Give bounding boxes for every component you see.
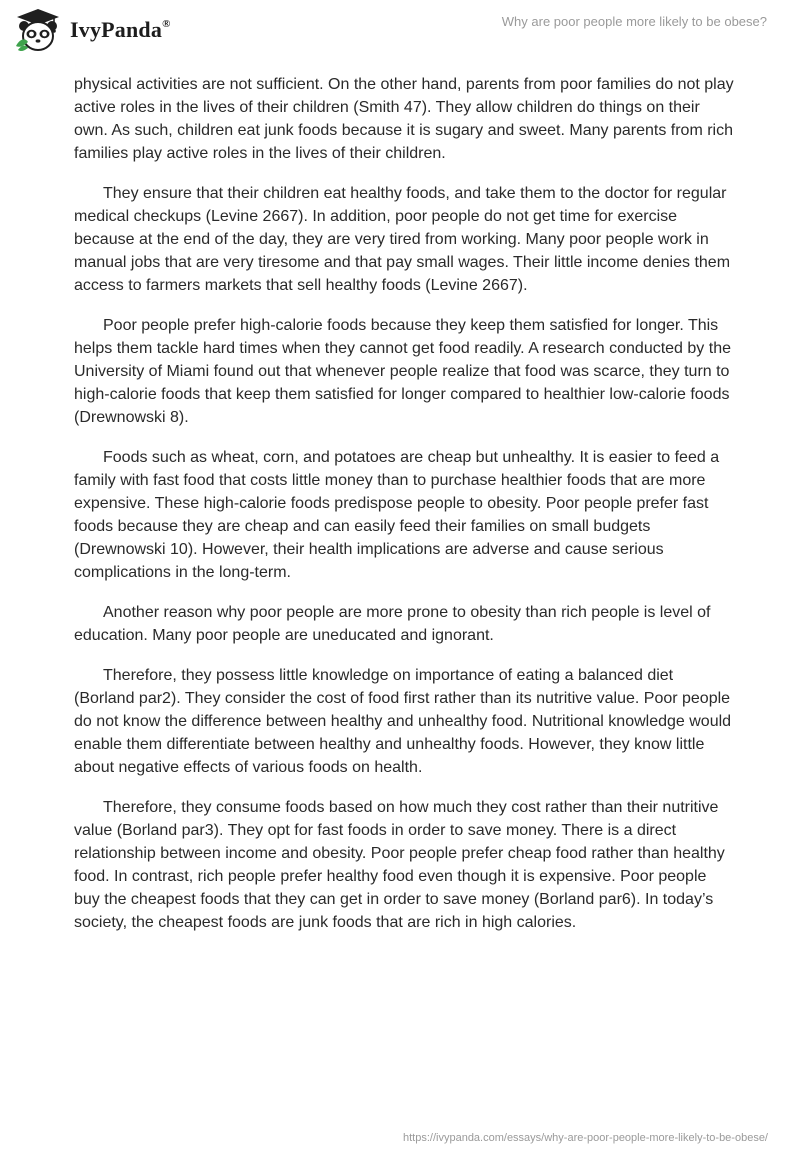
paragraph: Poor people prefer high-calorie foods because they keep them satisfied for longer. This helps them tackle hard times when they cannot get food readily. A research conducted by the University of Miami found out that whenever people realize that food was scarce, they turn to high-calorie foods that keep them satisfied for longer compared to healthier low-calorie foods (Drewnowski 8).	[74, 317, 731, 426]
paragraph: Another reason why poor people are more prone to obesity than rich people is level of education. Many poor people are uneducated and ignorant.	[74, 604, 711, 644]
paragraph: Foods such as wheat, corn, and potatoes are cheap but unhealthy. It is easier to feed a family with fast food that costs little money than to purchase healthier foods that are more expensive. These high-calorie foods predispose people to obesity. Poor people prefer fast foods because they are cheap and can easily feed their families on small budgets (Drewnowski 10). However, their health implications are adverse and cause serious complications in the long-term.	[74, 449, 720, 581]
brand-logo[interactable]	[14, 6, 171, 54]
page-header	[0, 0, 800, 66]
paragraph: physical activities are not sufficient. On the other hand, parents from poor families do not play active roles in the lives of their children (Smith 47). They allow children do things on their own. As such, children eat junk foods because it is sugary and sweet. Many parents from rich families play active roles in the lives of their children.	[74, 76, 734, 162]
paragraph: They ensure that their children eat healthy foods, and take them to the doctor for regular medical checkups (Levine 2667). In addition, poor people do not get time for exercise because at the end of the day, they are very tired from working. Many poor people work in manual jobs that are very tiresome and that pay small wages. Their little income denies them access to farmers markets that sell healthy foods (Levine 2667).	[74, 185, 731, 294]
paragraph: Therefore, they possess little knowledge on importance of eating a balanced diet (Borland par2). They consider the cost of food first rather than its nutritive value. Poor people do not know the difference between healthy and unhealthy food. Nutritional knowledge would enable them differentiate between healthy and unhealthy foods. However, they know little about negative effects of various foods on health.	[74, 667, 732, 776]
registered-mark: ®	[162, 17, 171, 30]
panda-graduate-icon	[14, 6, 62, 54]
essay-body	[74, 73, 734, 951]
source-url[interactable]: https://ivypanda.com/essays/why-are-poor-people-more-likely-to-be-obese/	[403, 1132, 768, 1144]
brand-name: IvyPanda®	[70, 17, 171, 42]
paragraph: Therefore, they consume foods based on how much they cost rather than their nutritive value (Borland par3). They opt for fast foods in order to save money. There is a direct relationship between income and obesity. Poor people prefer cheap food rather than healthy food. In contrast, rich people prefer healthy food even though it is expensive. Poor people buy the cheapest foods that they can get in order to save money (Borland par6). In today’s society, the cheapest foods are junk foods that are rich in high calories.	[74, 799, 725, 931]
document-title: Why are poor people more likely to be obese?	[501, 14, 767, 29]
